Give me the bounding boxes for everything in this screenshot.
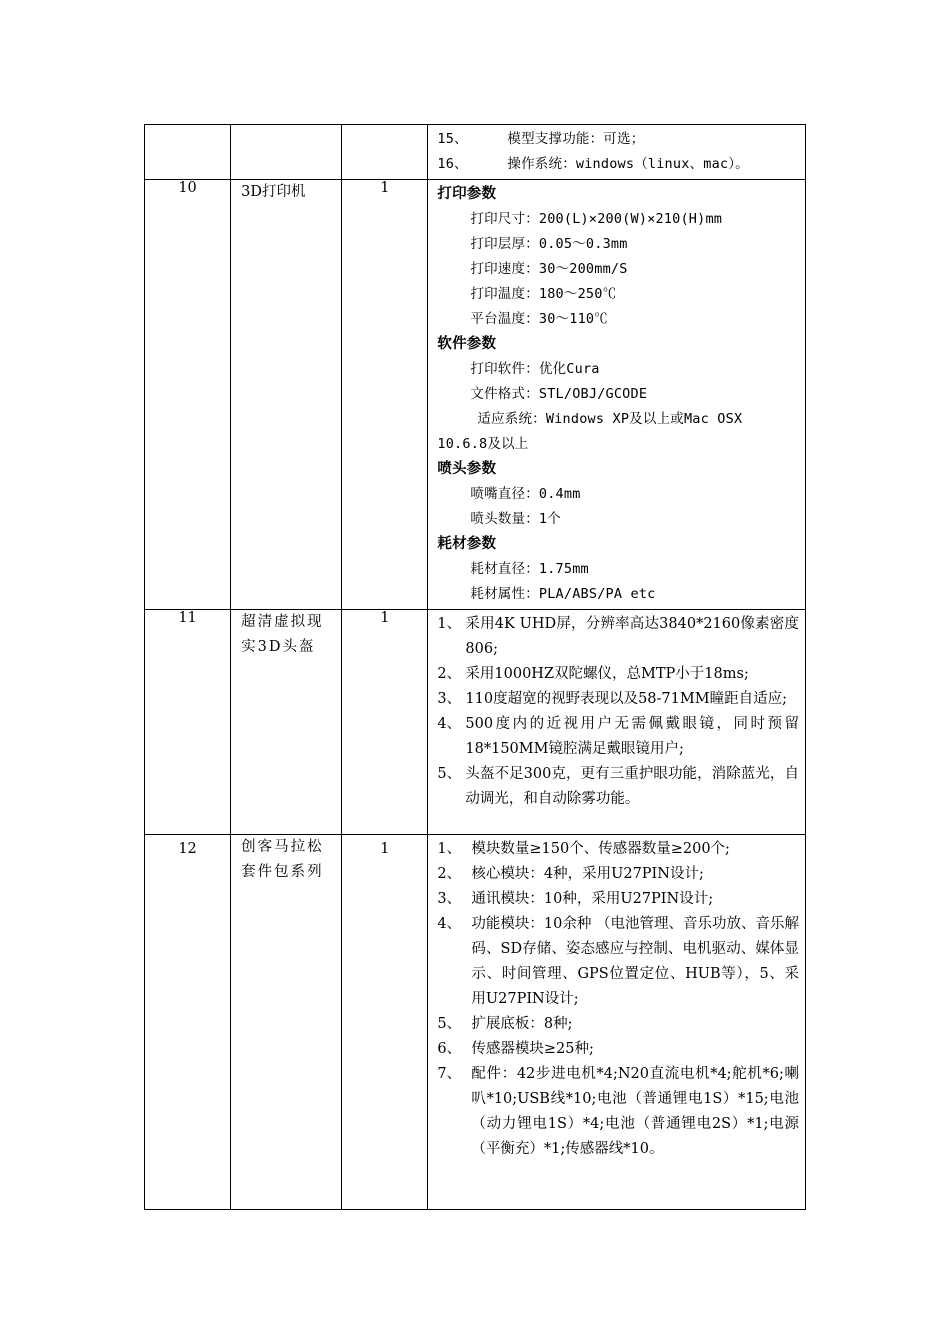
item-name-cell xyxy=(231,125,342,180)
quantity-cell: 1 xyxy=(342,610,428,835)
list-item: 3、 通讯模块：10种，采用U27PIN设计; xyxy=(437,891,714,907)
list-item: 1、 采用4K UHD屏，分辨率高达3840*2160像素密度806; xyxy=(437,616,799,657)
list-item: 7、 配件：42步进电机*4;N20直流电机*4;舵机*6;喇叭*10;USB线*10;电池（普通锂电1S）*15;电池（动力锂电1S）*4;电池（普通锂电2S）*1;电源（平衡充）*1;传感器线*10。 xyxy=(437,1066,799,1157)
spec-line: 文件格式：STL/OBJ/GCODE xyxy=(470,386,648,402)
table-row xyxy=(145,610,806,835)
spec-line: 平台温度：30～110℃ xyxy=(470,311,608,327)
list-item: 3、 110度超宽的视野表现以及58-71MM瞳距自适应; xyxy=(437,691,787,707)
list-item: 4、 500度内的近视用户无需佩戴眼镜，同时预留18*150MM镜腔满足戴眼镜用户; xyxy=(437,716,799,757)
item-name-cell xyxy=(231,180,342,610)
table-row xyxy=(145,180,806,610)
spec-line: 喷头数量：1个 xyxy=(470,511,561,527)
list-item: 2、 采用1000HZ双陀螺仪，总MTP小于18ms; xyxy=(437,666,749,682)
row-number-cell xyxy=(145,125,231,180)
section-heading-print: 打印参数 xyxy=(437,186,497,202)
quantity-cell xyxy=(342,125,428,180)
row-number-cell: 12 xyxy=(145,835,231,1210)
quantity-cell: 1 xyxy=(342,835,428,1210)
spec-line: 打印温度：180～250℃ xyxy=(470,286,617,302)
quantity-cell: 1 xyxy=(342,180,428,610)
spec-line: 耗材属性：PLA/ABS/PA etc xyxy=(470,586,656,602)
item-name: 超清虚拟现实3D头盔 xyxy=(241,614,324,655)
spec-line: 耗材直径：1.75mm xyxy=(470,561,589,577)
list-item: 5、 头盔不足300克，更有三重护眼功能，消除蓝光，自动调光，和自动除雾功能。 xyxy=(437,766,799,807)
equipment-spec-table xyxy=(144,124,806,1210)
section-heading-nozzle: 喷头参数 xyxy=(437,461,497,477)
table-row xyxy=(145,835,806,1210)
spec-line: 适应系统：Windows XP及以上或Mac OSX xyxy=(477,411,743,427)
spec-cell xyxy=(428,125,806,180)
section-heading-material: 耗材参数 xyxy=(437,536,497,552)
spec-line: 喷嘴直径：0.4mm xyxy=(470,486,581,502)
spec-cell xyxy=(428,180,806,610)
row-number-cell: 10 xyxy=(145,180,231,610)
spec-cell xyxy=(428,610,806,835)
spec-line: 打印软件：优化Cura xyxy=(470,361,600,377)
item-name: 创客马拉松套件包系列 xyxy=(241,839,324,880)
spec-line: 打印速度：30～200mm/S xyxy=(470,261,628,277)
row-number-cell: 11 xyxy=(145,610,231,835)
spec-line: 15、 模型支撑功能：可选； xyxy=(437,131,645,147)
spec-line: 打印尺寸：200(L)×200(W)×210(H)mm xyxy=(470,211,723,227)
item-name-cell xyxy=(231,835,342,1210)
list-item: 2、 核心模块：4种，采用U27PIN设计; xyxy=(437,866,704,882)
spec-line: 10.6.8及以上 xyxy=(437,436,529,452)
item-name-cell xyxy=(231,610,342,835)
list-item: 1、 模块数量≥150个、传感器数量≥200个; xyxy=(437,841,730,857)
spec-cell xyxy=(428,835,806,1210)
item-name: 3D打印机 xyxy=(241,184,306,200)
list-item: 6、 传感器模块≥25种; xyxy=(437,1041,594,1057)
spec-line: 打印层厚：0.05～0.3mm xyxy=(470,236,628,252)
section-heading-software: 软件参数 xyxy=(437,336,497,352)
spec-line: 16、 操作系统：windows（linux、mac）。 xyxy=(437,156,749,172)
list-item: 4、 功能模块：10余种 （电池管理、音乐功放、音乐解码、SD存储、姿态感应与控制、电机驱动、媒体显示、时间管理、GPS位置定位、HUB等），5、采用U27PIN设计; xyxy=(437,916,799,1007)
list-item: 5、 扩展底板：8种; xyxy=(437,1016,573,1032)
table-row xyxy=(145,125,806,180)
